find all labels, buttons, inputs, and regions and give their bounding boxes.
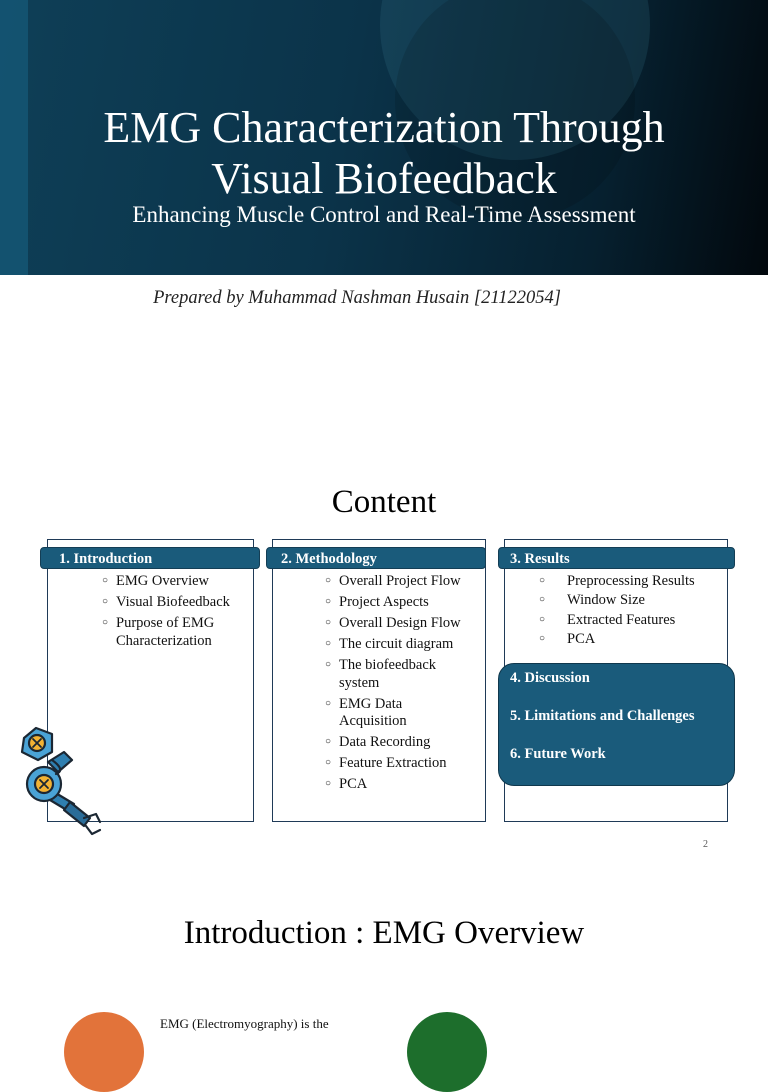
list-item: ○ PCA — [539, 631, 729, 649]
section-header-label: 3. Results — [510, 551, 570, 567]
section-header-label: 2. Methodology — [281, 551, 377, 567]
list-item: ○ Feature Extraction — [325, 755, 485, 773]
list-item: ○ Extracted Features — [539, 612, 729, 630]
section-header-methodology — [266, 547, 486, 569]
section-header-label: 1. Introduction — [59, 551, 153, 567]
list-item: ○ Window Size — [539, 592, 729, 610]
section-header-results — [498, 547, 735, 569]
section-limitations: 5. Limitations and Challenges — [510, 708, 695, 724]
list-item: ○ Project Aspects — [325, 594, 485, 612]
title-slide-banner — [0, 0, 768, 275]
content-slide-title: Content — [331, 484, 437, 520]
results-list — [539, 573, 729, 650]
list-item: ○ PCA — [325, 776, 485, 794]
methodology-list — [325, 573, 485, 797]
intro-slide-title: Introduction : EMG Overview — [183, 915, 585, 951]
emg-definition-text: EMG (Electromyography) is the — [160, 1016, 329, 1031]
prepared-by-text: Prepared by Muhammad Nashman Husain [21122054] — [153, 288, 561, 308]
title-line-2: Visual Biofeedback — [211, 154, 557, 203]
title-line-1: EMG Characterization Through — [103, 103, 665, 152]
robot-arm-icon — [12, 722, 112, 837]
presentation-title — [0, 102, 768, 204]
slide-number: 2 — [703, 839, 708, 850]
section-header-introduction — [40, 547, 260, 569]
list-item: ○ The circuit diagram — [325, 636, 485, 654]
list-item: ○ Visual Biofeedback — [102, 594, 237, 612]
section-discussion: 4. Discussion — [510, 670, 590, 686]
list-item: ○ EMG Overview — [102, 573, 237, 591]
list-item: ○ The biofeedback system — [325, 657, 459, 692]
list-item: ○ Purpose of EMG Characterization — [102, 615, 237, 650]
green-circle-icon — [407, 1012, 487, 1092]
list-item: ○ EMG Data Acquisition — [325, 696, 449, 731]
orange-circle-icon — [64, 1012, 144, 1092]
list-item: ○ Preprocessing Results — [539, 573, 729, 591]
discussion-sections-box — [498, 663, 735, 786]
list-item: ○ Overall Project Flow — [325, 573, 485, 591]
list-item: ○ Data Recording — [325, 734, 485, 752]
introduction-list — [102, 573, 237, 654]
section-future-work: 6. Future Work — [510, 746, 606, 762]
list-item: ○ Overall Design Flow — [325, 615, 485, 633]
presentation-subtitle: Enhancing Muscle Control and Real-Time Assessment — [132, 202, 636, 227]
